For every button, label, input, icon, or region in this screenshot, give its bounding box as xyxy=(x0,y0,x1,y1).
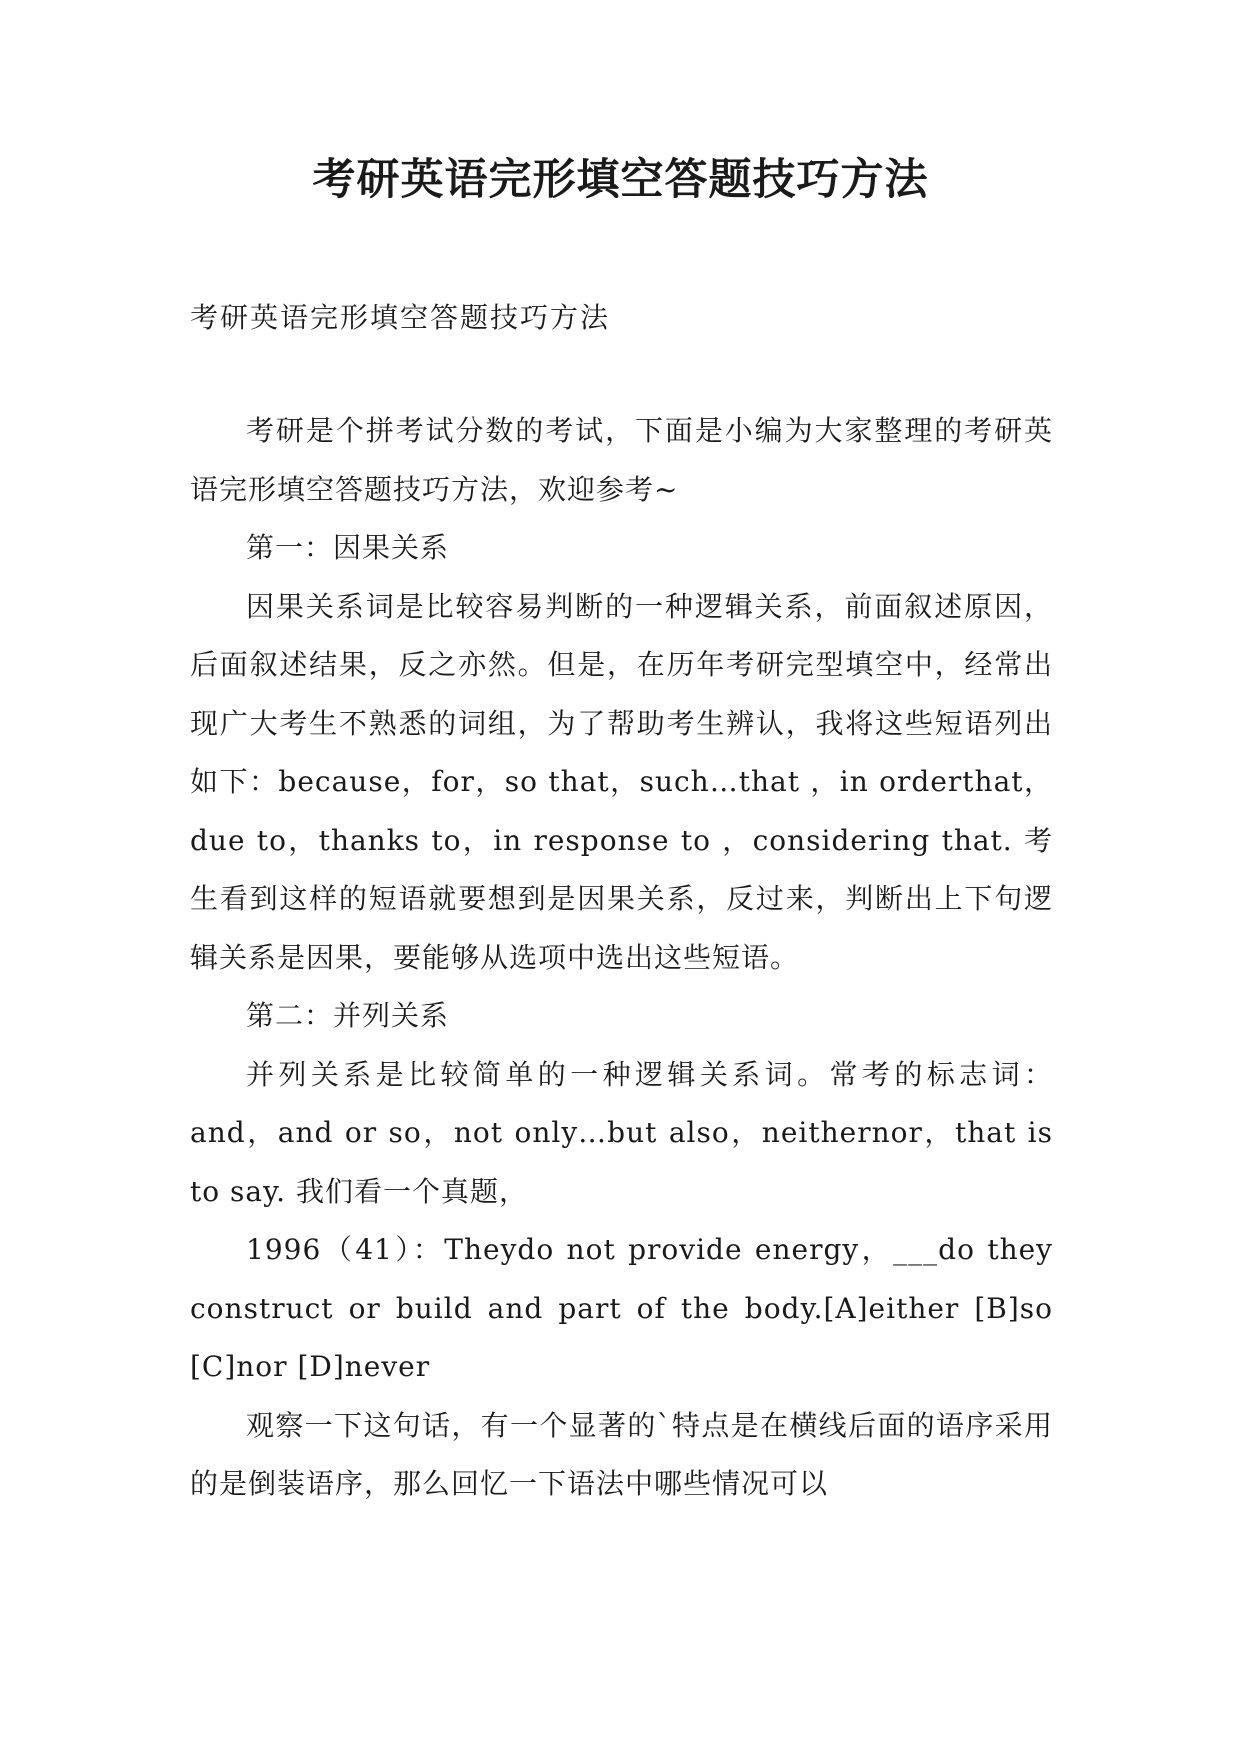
paragraph-causal: 因果关系词是比较容易判断的一种逻辑关系，前面叙述原因，后面叙述结果，反之亦然。但是，在历年考研完型填空中，经常出现广大考生不熟悉的词组，为了帮助考生辨认，我将这些短语列出如下：because，for，so that，such…that ，in orderthat，due to，thanks to，in response to ，considering that. 考生看到这样的短语就要想到是因果关系，反过来，判断出上下句逻辑关系是因果，要能够从选项中选出这些短语。 xyxy=(190,589,1053,974)
document-title: 考研英语完形填空答题技巧方法 xyxy=(312,155,929,205)
paragraph-example: 1996（41）：Theydo not provide energy，___do they construct or build and part of the body.[A]either [B]so [C]nor [D]never xyxy=(190,1233,1053,1383)
paragraph-coordinate: 并列关系是比较简单的一种逻辑关系词。常考的标志词：and，and or so，not only…but also，neithernor，that is to say. 我们看一个真题， xyxy=(190,1057,1053,1208)
section-heading-1: 第一：因果关系 xyxy=(246,531,450,564)
document-body xyxy=(190,402,1053,1514)
section-heading-2: 第二：并列关系 xyxy=(246,999,450,1032)
paragraph-intro: 考研是个拼考试分数的考试，下面是小编为大家整理的考研英语完形填空答题技巧方法，欢迎参考~ xyxy=(190,414,1053,506)
paragraph-analysis: 观察一下这句话，有一个显著的`特点是在横线后面的语序采用的是倒装语序，那么回忆一下语法中哪些情况可以 xyxy=(190,1408,1053,1500)
document-subtitle: 考研英语完形填空答题技巧方法 xyxy=(190,301,611,334)
